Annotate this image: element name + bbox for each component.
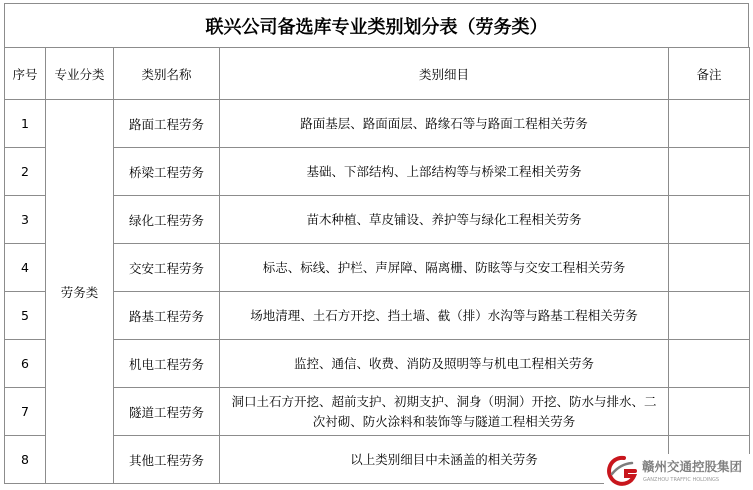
company-logo-watermark [604,454,750,486]
page-title: 联兴公司备选库专业类别划分表（劳务类） [4,3,749,47]
table-row [5,340,750,388]
header-index: 序号 [5,48,46,100]
row-remark [669,292,750,340]
row-category-name: 隧道工程劳务 [114,388,220,436]
row-category-detail: 基础、下部结构、上部结构等与桥梁工程相关劳务 [220,148,669,196]
row-remark [669,148,750,196]
row-index: 6 [5,340,46,388]
row-category-detail: 洞口土石方开挖、超前支护、初期支护、洞身（明洞）开挖、防水与排水、二次衬砌、防火涂料和装饰等与隧道工程相关劳务 [220,388,669,436]
row-category-name: 桥梁工程劳务 [114,148,220,196]
row-index: 5 [5,292,46,340]
header-row [5,48,750,100]
row-index: 7 [5,388,46,436]
row-index: 1 [5,100,46,148]
row-category-detail: 以上类别细目中未涵盖的相关劳务 [220,436,669,484]
major-category-cell: 劳务类 [46,100,114,484]
row-category-detail: 路面基层、路面面层、路缘石等与路面工程相关劳务 [220,100,669,148]
header-major-category: 专业分类 [46,48,114,100]
company-logo-icon [604,454,750,486]
row-index: 4 [5,244,46,292]
table-row [5,388,750,436]
row-remark [669,196,750,244]
row-category-detail: 监控、通信、收费、消防及照明等与机电工程相关劳务 [220,340,669,388]
table-row [5,292,750,340]
row-category-detail: 标志、标线、护栏、声屏障、隔离栅、防眩等与交安工程相关劳务 [220,244,669,292]
header-category-detail: 类别细目 [220,48,669,100]
row-category-detail: 苗木种植、草皮铺设、养护等与绿化工程相关劳务 [220,196,669,244]
row-remark [669,340,750,388]
row-index: 2 [5,148,46,196]
row-category-name: 路基工程劳务 [114,292,220,340]
row-category-name: 其他工程劳务 [114,436,220,484]
row-category-name: 路面工程劳务 [114,100,220,148]
row-category-name: 机电工程劳务 [114,340,220,388]
category-table [4,47,750,484]
row-remark [669,388,750,436]
row-category-detail: 场地清理、土石方开挖、挡土墙、截（排）水沟等与路基工程相关劳务 [220,292,669,340]
table-row [5,196,750,244]
logo-subtitle: GANZHOU TRAFFIC HOLDINGS [643,477,720,483]
table-row [5,100,750,148]
logo-name: 赣州交通控股集团 [642,459,743,474]
table-row [5,244,750,292]
header-category-name: 类别名称 [114,48,220,100]
header-remark: 备注 [669,48,750,100]
row-remark [669,100,750,148]
row-category-name: 交安工程劳务 [114,244,220,292]
row-remark [669,244,750,292]
table-row [5,148,750,196]
row-index: 8 [5,436,46,484]
row-index: 3 [5,196,46,244]
row-category-name: 绿化工程劳务 [114,196,220,244]
